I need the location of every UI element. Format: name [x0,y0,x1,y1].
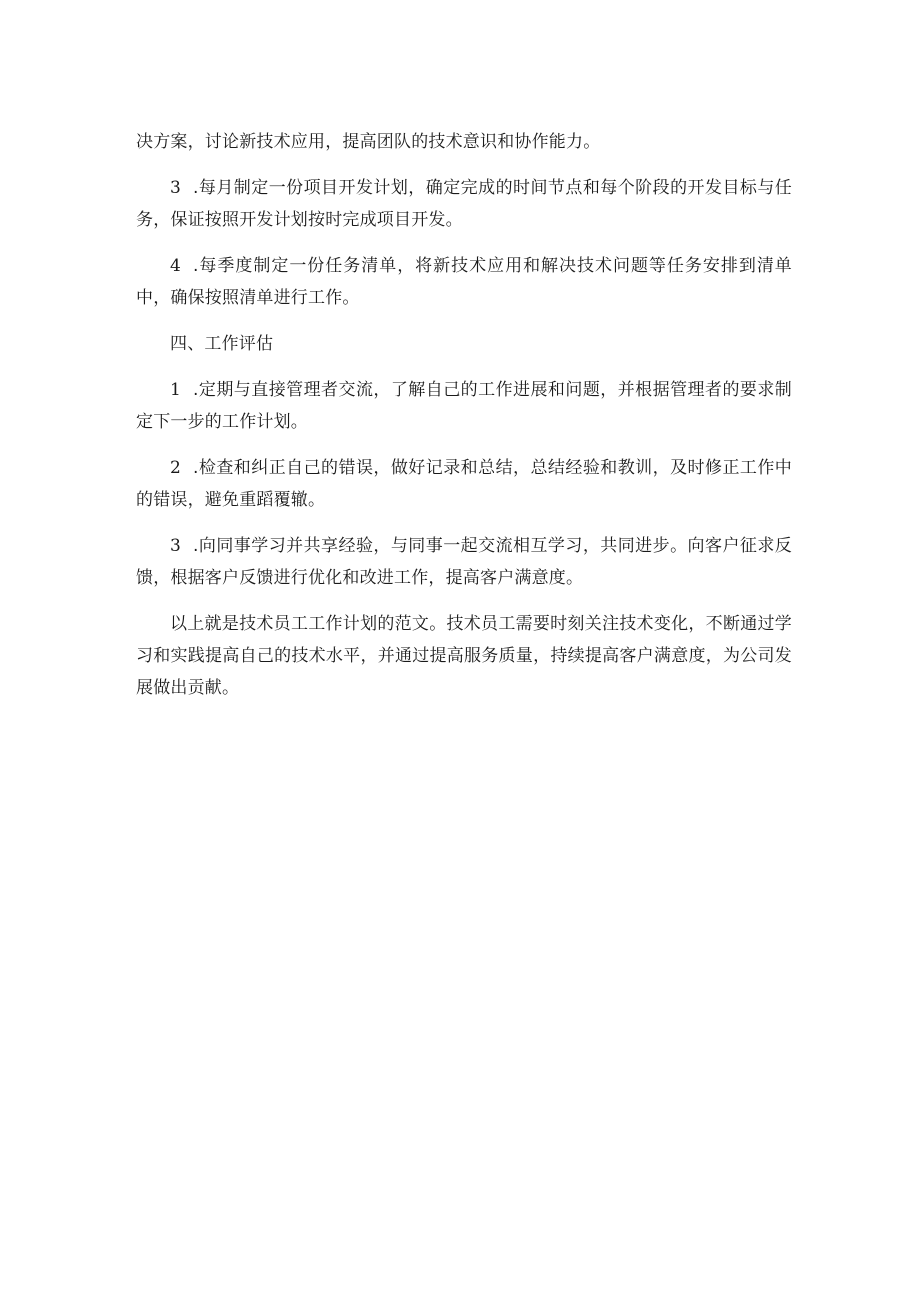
list-item-monthly-plan [136,172,792,236]
section-heading-text: 四、工作评估 [170,334,274,354]
document-body [136,126,792,718]
list-item-number: 1 [170,380,182,400]
list-item-text: .检查和纠正自己的错误，做好记录和总结，总结经验和教训，及时修正工作中的错误，避免重蹈覆辙。 [136,458,792,510]
list-item-peer-learning [136,530,792,594]
list-item-text: .每月制定一份项目开发计划，确定完成的时间节点和每个阶段的开发目标与任务，保证按照开发计划按时完成项目开发。 [136,178,792,230]
paragraph-conclusion [136,608,792,704]
list-item-manager-communication [136,374,792,438]
paragraph-continuation [136,126,792,158]
list-item-text: .定期与直接管理者交流，了解自己的工作进展和问题，并根据管理者的要求制定下一步的工作计划。 [136,380,792,432]
list-item-number: 3 [170,536,182,556]
list-item-number: 2 [170,458,182,478]
paragraph-text: 以上就是技术员工工作计划的范文。技术员工需要时刻关注技术变化，不断通过学习和实践提高自己的技术水平，并通过提高服务质量，持续提高客户满意度，为公司发展做出贡献。 [136,614,792,698]
section-heading-work-evaluation [136,328,792,360]
list-item-quarterly-tasks [136,250,792,314]
list-item-number: 3 [170,178,182,198]
list-item-text: .向同事学习并共享经验，与同事一起交流相互学习，共同进步。向客户征求反馈，根据客户反馈进行优化和改进工作，提高客户满意度。 [136,536,792,588]
list-item-number: 4 [170,256,182,276]
list-item-error-correction [136,452,792,516]
list-item-text: .每季度制定一份任务清单，将新技术应用和解决技术问题等任务安排到清单中，确保按照清单进行工作。 [136,256,792,308]
paragraph-text: 决方案，讨论新技术应用，提高团队的技术意识和协作能力。 [136,132,601,152]
